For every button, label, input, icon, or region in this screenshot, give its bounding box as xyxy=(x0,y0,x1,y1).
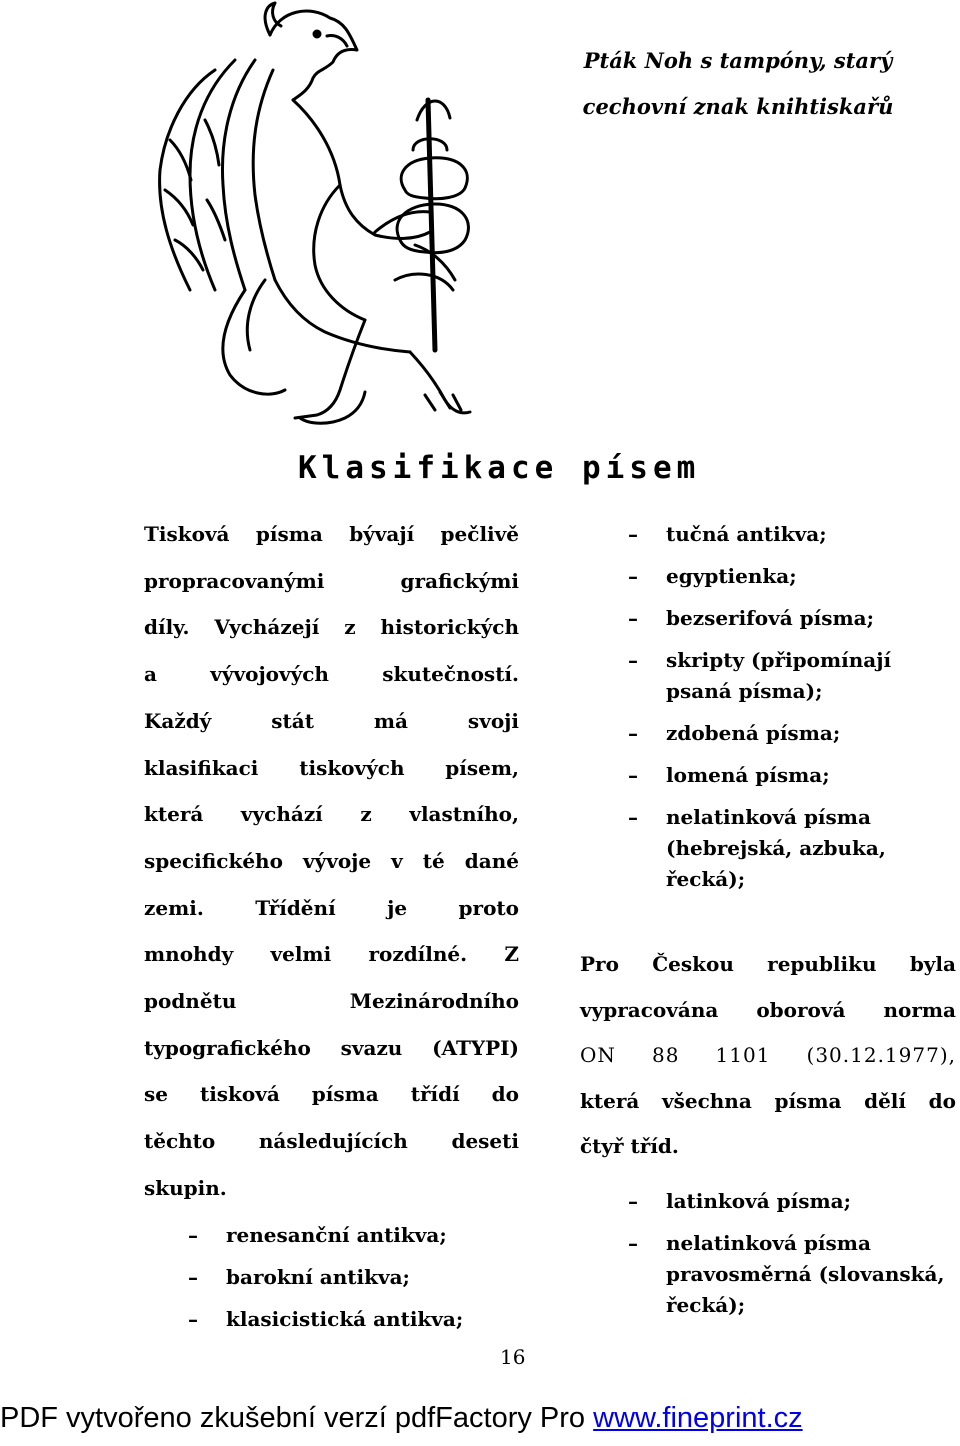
paragraph-line: která všechna písma dělí do xyxy=(580,1088,956,1113)
dash-bullet: – xyxy=(628,1189,638,1213)
caption-line: cechovní znak knihtiskařů xyxy=(582,94,894,119)
paragraph-line: těchto následujících deseti xyxy=(144,1129,519,1154)
dash-bullet: – xyxy=(188,1223,198,1247)
dash-bullet: – xyxy=(628,648,638,672)
dash-bullet: – xyxy=(628,606,638,630)
list-item-text: bezserifová písma; xyxy=(666,606,875,630)
list-item xyxy=(188,1262,568,1292)
paragraph-line: klasifikaci tiskových písem, xyxy=(144,755,519,780)
caption-line: Pták Noh s tampóny, starý xyxy=(583,48,893,73)
dash-bullet: – xyxy=(628,763,638,787)
list-item xyxy=(628,1186,958,1217)
dash-bullet: – xyxy=(628,564,638,588)
list-item-text: barokní antikva; xyxy=(226,1265,410,1289)
paragraph-line: specifického vývoje v té dané xyxy=(144,848,519,873)
list-item-text: nelatinková písma pravosměrná (slovanská, řecká); xyxy=(666,1231,945,1317)
list-item xyxy=(628,519,958,550)
paragraph-line: podnětu Mezinárodního xyxy=(144,989,519,1014)
paragraph-line: a vývojových skutečností. xyxy=(144,662,519,687)
list-item-text: klasicistická antikva; xyxy=(226,1307,464,1331)
list-item-text: lomená písma; xyxy=(666,763,830,787)
dash-bullet: – xyxy=(628,522,638,546)
font-groups-list-left xyxy=(188,1220,568,1346)
norm-classes-list xyxy=(628,1186,958,1332)
paragraph-line: mnohdy velmi rozdílné. Z xyxy=(144,942,519,967)
norm-paragraph xyxy=(580,942,956,1170)
list-item xyxy=(188,1304,568,1334)
pdf-footer xyxy=(0,1402,960,1435)
paragraph-line: Pro Českou republiku byla xyxy=(580,952,956,976)
paragraph-line: čtyř tříd. xyxy=(580,1134,679,1158)
dash-bullet: – xyxy=(628,805,638,829)
list-item xyxy=(628,645,958,707)
list-item xyxy=(628,603,958,634)
page-number: 16 xyxy=(500,1345,526,1369)
list-item-text: renesanční antikva; xyxy=(226,1223,447,1247)
list-item xyxy=(628,802,958,895)
list-item xyxy=(628,718,958,749)
paragraph-line: typografického svazu (ATYPI) xyxy=(144,1035,519,1060)
dash-bullet: – xyxy=(628,1231,638,1255)
list-item xyxy=(628,760,958,791)
paragraph-line: skupin. xyxy=(144,1175,227,1200)
page-title: Klasifikace písem xyxy=(298,450,701,486)
list-item-text: zdobená písma; xyxy=(666,721,841,745)
list-item xyxy=(188,1220,568,1250)
list-item xyxy=(628,561,958,592)
paragraph-line: Tisková písma bývají pečlivě xyxy=(144,522,519,546)
paragraph-line: Každý stát má svoji xyxy=(144,708,519,733)
footer-link[interactable]: www.fineprint.cz xyxy=(593,1402,803,1434)
list-item-text: latinková písma; xyxy=(666,1189,852,1213)
paragraph-line: se tisková písma třídí do xyxy=(144,1082,519,1107)
paragraph-line: zemi. Třídění je proto xyxy=(144,895,519,920)
paragraph-line: propracovanými grafickými xyxy=(144,568,519,593)
paragraph-line: která vychází z vlastního, xyxy=(144,802,519,827)
paragraph-line: díly. Vycházejí z historických xyxy=(144,615,519,640)
dash-bullet: – xyxy=(628,721,638,745)
list-item xyxy=(628,1228,958,1321)
list-item-text: tučná antikva; xyxy=(666,522,827,546)
paragraph-line: vypracována oborová norma xyxy=(580,997,956,1022)
font-groups-list-right xyxy=(628,519,958,906)
dash-bullet: – xyxy=(188,1265,198,1289)
list-item-text: egyptienka; xyxy=(666,564,797,588)
list-item-text: nelatinková písma (hebrejská, azbuka, řecká); xyxy=(666,805,886,891)
footer-text: PDF vytvořeno zkušební verzí pdfFactory Pro xyxy=(0,1402,594,1434)
paragraph-line: ON 88 1101 (30.12.1977), xyxy=(580,1043,956,1067)
list-item-text: skripty (připomínají psaná písma); xyxy=(666,648,892,703)
griffin-emblem-image xyxy=(95,0,495,430)
dash-bullet: – xyxy=(188,1307,198,1331)
image-caption xyxy=(548,38,928,130)
intro-paragraph xyxy=(144,511,519,1212)
